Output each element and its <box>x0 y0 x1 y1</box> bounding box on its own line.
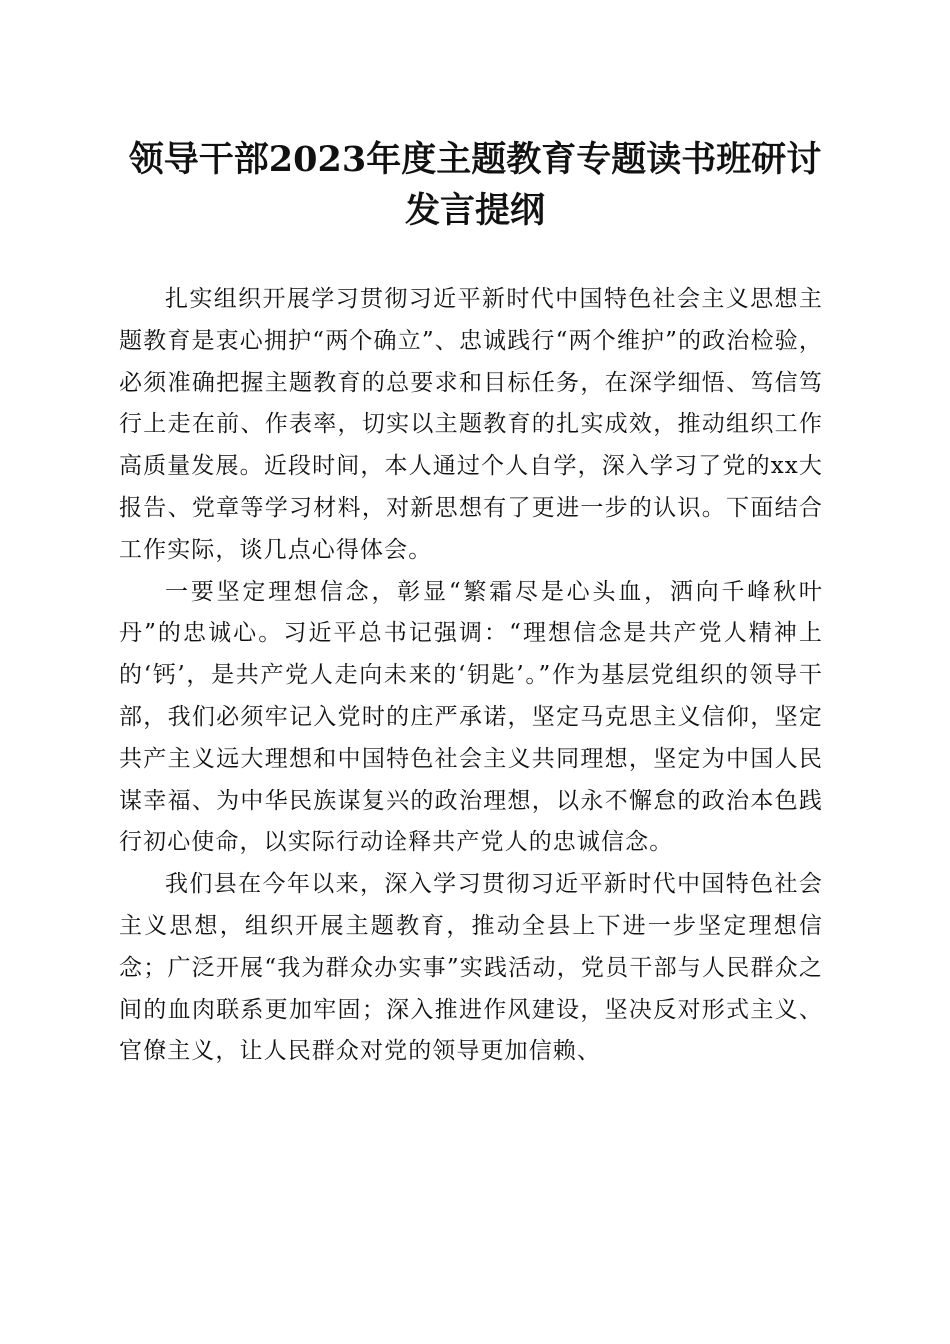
title-line-2: 发言提纲 <box>404 190 545 231</box>
paragraph-county-work: 我们县在今年以来，深入学习贯彻习近平新时代中国特色社会主义思想，组织开展主题教育，推动全县上下进一步坚定理想信念；广泛开展“我为群众办实事”实践活动，党员干部与人民群众之间的血肉联系更加牢固；深入推进作风建设，坚决反对形式主义、官僚主义，让人民群众对党的领导更加信赖、 <box>119 871 823 1065</box>
document-body <box>119 279 823 1073</box>
document-title <box>110 134 840 236</box>
paragraph-ideals: 一要坚定理想信念，彰显“繁霜尽是心头血，洒向千峰秋叶丹”的忠诚心。习近平总书记强调：“理想信念是共产党人精神上的‘钙’，是共产党人走向未来的‘钥匙’。”作为基层党组织的领导干部，我们必须牢记入党时的庄严承诺，坚定马克思主义信仰，坚定共产主义远大理想和中国特色社会主义共同理想，坚定为中国人民谋幸福、为中华民族谋复兴的政治理想，以永不懈怠的政治本色践行初心使命，以实际行动诠释共产党人的忠诚信念。 <box>119 578 823 856</box>
title-line-1: 领导干部2023年度主题教育专题读书班研讨 <box>128 139 822 180</box>
paragraph-intro: 扎实组织开展学习贯彻习近平新时代中国特色社会主义思想主题教育是衷心拥护“两个确立”、忠诚践行“两个维护”的政治检验，必须准确把握主题教育的总要求和目标任务，在深学细悟、笃信笃行上走在前、作表率，切实以主题教育的扎实成效，推动组织工作高质量发展。近段时间，本人通过个人自学，深入学习了党的xx大报告、党章等学习材料，对新思想有了更进一步的认识。下面结合工作实际，谈几点心得体会。 <box>119 286 823 563</box>
